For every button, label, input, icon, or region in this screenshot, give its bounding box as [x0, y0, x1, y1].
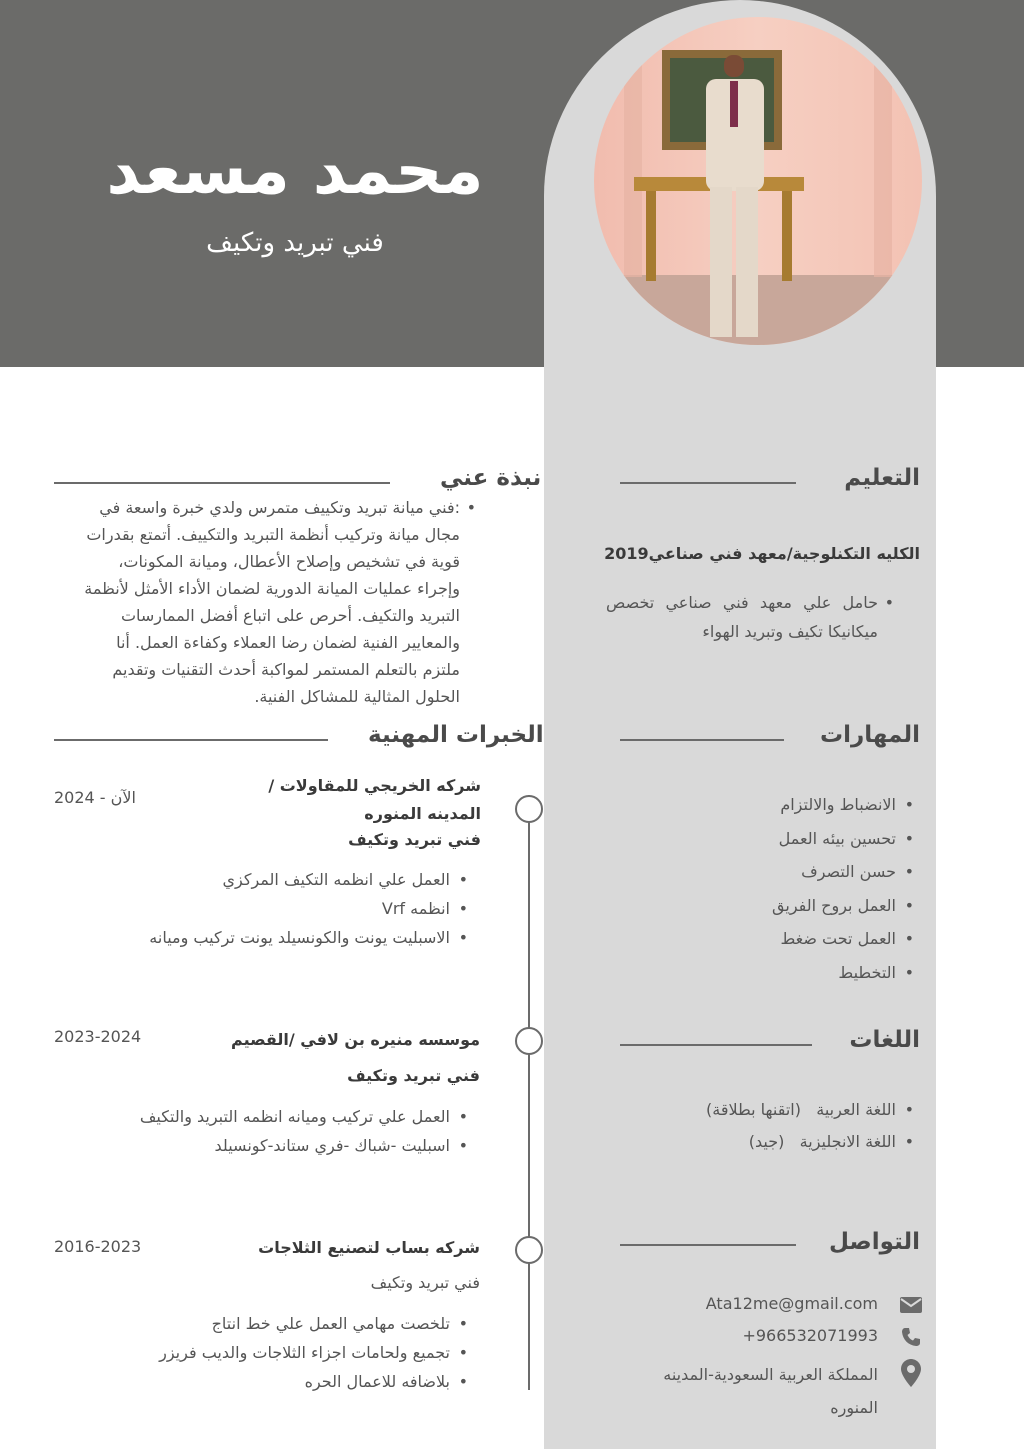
about-text: :فني ميانة تبريد وتكييف متمرس ولدي خبرة واسعة في مجال ميانة وتركيب أنظمة التبريد والتكييف. أتمتع بقدرات قوية في تشخيص وإصلاح الأعطال، وميانة المكونات، وإجراء عمليات الميانة الدورية لضمان الأداء الأمثل لأنظمة التبريد والتكيف. أحرص على اتباع أفضل الممارسات والمعايير الفنية لضمان رضا العملاء وكفاءة العمل. أنا ملتزم بالتعلم المستمر لمواكبة أحدث التقنيات وتقديم الحلول المثالية للمشاكل الفنية.	[84, 498, 460, 706]
person-name: محمد مسعد	[106, 132, 484, 209]
timeline-node	[515, 1027, 543, 1055]
job-task: • العمل علي انظمه التكيف المركزي	[149, 865, 472, 894]
contact-heading: التواصل	[829, 1229, 920, 1255]
experience-rule	[54, 739, 328, 741]
skills-list	[772, 788, 918, 989]
skill-item: • العمل تحت ضغط	[772, 922, 918, 956]
job-company: شركه الخريجي للمقاولات / المدينه المنوره	[268, 776, 481, 823]
job-task: • العمل علي تركيب وميانه انظمه التبريد والتكيف	[140, 1102, 472, 1131]
job-task: • بلاضافه للاعمال الحره	[159, 1367, 472, 1396]
education-rule	[620, 482, 796, 484]
job-tasks	[140, 1102, 472, 1160]
job-company: شركه بساب لتصنيع الثلاجات	[258, 1238, 480, 1257]
profile-photo	[594, 17, 922, 345]
job-task: • اسبليت -شباك -فري ستاند-كونسيلد	[140, 1131, 472, 1160]
language-item: • اللغة العربية (اتقنها بطلاقة)	[706, 1094, 918, 1126]
skill-item: • الانضباط والالتزام	[772, 788, 918, 822]
job-task: • تجميع ولحامات اجزاء الثلاجات والديب فريزر	[159, 1338, 472, 1367]
experience-timeline	[528, 795, 530, 1390]
phone-icon	[900, 1326, 922, 1348]
experience-heading: الخبرات المهنية	[368, 722, 544, 748]
timeline-node	[515, 795, 543, 823]
contact-address: المملكة العربية السعودية-المدينه المنوره	[663, 1365, 878, 1417]
education-heading: التعليم	[844, 465, 920, 491]
job-date: 2024 - الآن	[54, 788, 136, 807]
skill-item: • حسن التصرف	[772, 855, 918, 889]
job-task: • انظمه Vrf	[149, 894, 472, 923]
job-role: فني تبريد وتكيف	[348, 830, 481, 849]
job-role: فني تبريد وتكيف	[347, 1066, 480, 1085]
location-pin-icon	[900, 1358, 922, 1388]
job-date: 2023-2024	[54, 1027, 142, 1046]
languages-list	[706, 1094, 918, 1158]
contact-phone[interactable]: +966532071993	[742, 1326, 878, 1345]
skill-item: • التخطيط	[772, 956, 918, 990]
languages-heading: اللغات	[849, 1027, 920, 1053]
language-item: • اللغة الانجليزية (جيد)	[706, 1126, 918, 1158]
person-job-title: فني تبريد وتكيف	[206, 228, 384, 258]
education-institution: الكليه التكنلوجية/معهد فني صناعي2019	[604, 544, 920, 563]
job-task: • الاسبليت يونت والكونسيلد يونت تركيب وميانه	[149, 923, 472, 952]
job-tasks	[149, 865, 472, 952]
job-date: 2016-2023	[54, 1237, 142, 1256]
job-company: موسسه منيره بن لافي /القصيم	[231, 1030, 480, 1049]
skills-heading: المهارات	[820, 722, 920, 748]
contact-phone-row[interactable]	[742, 1326, 922, 1348]
contact-rule	[620, 1244, 796, 1246]
contact-email[interactable]: Ata12me@gmail.com	[705, 1294, 878, 1313]
job-tasks	[159, 1309, 472, 1396]
contact-address-row	[628, 1358, 922, 1424]
envelope-icon	[900, 1294, 922, 1316]
education-detail: حامل علي معهد فني صناعي تخصص ميكانيكا تكيف وتبريد الهواء	[606, 593, 878, 641]
job-task: • تلخصت مهامي العمل علي خط انتاج	[159, 1309, 472, 1338]
languages-rule	[620, 1044, 812, 1046]
skill-item: • العمل بروح الفريق	[772, 889, 918, 923]
contact-email-row[interactable]	[706, 1294, 922, 1316]
about-heading: نبذة عني	[440, 465, 542, 491]
skill-item: • تحسين بيئه العمل	[772, 822, 918, 856]
timeline-node	[515, 1236, 543, 1264]
about-bullet: •	[466, 498, 476, 517]
about-text-block	[84, 494, 478, 710]
education-bullet: •	[884, 593, 894, 612]
education-detail-block	[606, 588, 896, 646]
job-role: فني تبريد وتكيف	[370, 1273, 480, 1292]
about-rule	[54, 482, 390, 484]
skills-rule	[620, 739, 784, 741]
